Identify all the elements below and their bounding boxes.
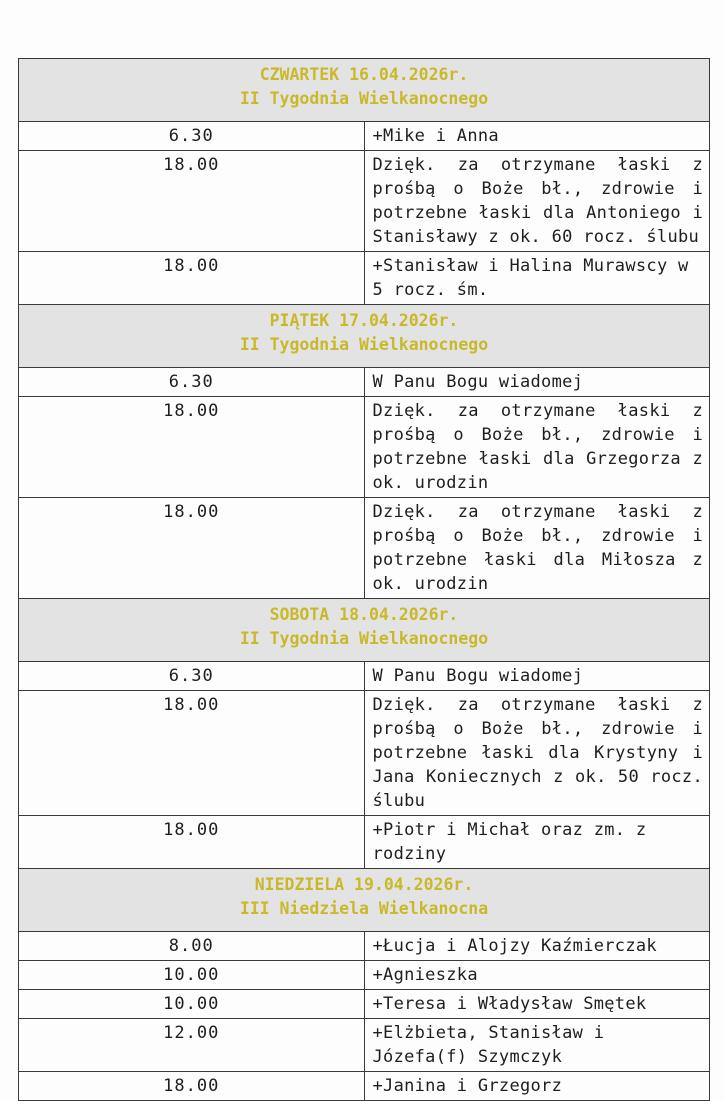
day-title: SOBOTA 18.04.2026r. [269, 605, 459, 624]
day-subtitle: II Tygodnia Wielkanocnego [239, 89, 489, 108]
mass-time: 18.00 [19, 151, 365, 252]
day-title: PIĄTEK 17.04.2026r. [269, 311, 459, 330]
day-header [19, 869, 710, 932]
mass-row [19, 252, 710, 305]
day-subtitle: II Tygodnia Wielkanocnego [239, 335, 489, 354]
mass-row [19, 691, 710, 816]
mass-intention: +Elżbieta, Stanisław i Józefa(f) Szymczyk [364, 1019, 710, 1072]
mass-row [19, 961, 710, 990]
mass-row [19, 816, 710, 869]
mass-time: 6.30 [19, 368, 365, 397]
mass-intention: +Agnieszka [364, 961, 710, 990]
mass-time: 18.00 [19, 252, 365, 305]
day-header-row [19, 599, 710, 662]
mass-row [19, 122, 710, 151]
day-subtitle: II Tygodnia Wielkanocnego [239, 629, 489, 648]
mass-time: 18.00 [19, 816, 365, 869]
mass-time: 6.30 [19, 122, 365, 151]
mass-intention: Dzięk. za otrzymane łaski z prośbą o Boże bł., zdrowie i potrzebne łaski dla Miłosza z ok. urodzin [364, 498, 710, 599]
mass-intention: +Janina i Grzegorz [364, 1072, 710, 1101]
mass-intention: Dzięk. za otrzymane łaski z prośbą o Boże bł., zdrowie i potrzebne łaski dla Krystyny i Jana Koniecznych z ok. 50 rocz. ślubu [364, 691, 710, 816]
mass-intention: +Mike i Anna [364, 122, 710, 151]
mass-time: 10.00 [19, 990, 365, 1019]
mass-intention: +Stanisław i Halina Murawscy w 5 rocz. śm. [364, 252, 710, 305]
day-subtitle: III Niedziela Wielkanocna [239, 899, 489, 918]
day-title: CZWARTEK 16.04.2026r. [259, 65, 469, 84]
mass-time: 12.00 [19, 1019, 365, 1072]
mass-time: 18.00 [19, 397, 365, 498]
day-header-row [19, 305, 710, 368]
mass-time: 8.00 [19, 932, 365, 961]
mass-row [19, 498, 710, 599]
mass-intention: W Panu Bogu wiadomej [364, 368, 710, 397]
mass-intention: +Teresa i Władysław Smętek [364, 990, 710, 1019]
day-header-row [19, 869, 710, 932]
day-header [19, 59, 710, 122]
mass-row [19, 397, 710, 498]
mass-intention: W Panu Bogu wiadomej [364, 662, 710, 691]
mass-time: 18.00 [19, 1072, 365, 1101]
mass-row [19, 932, 710, 961]
mass-intention: Dzięk. za otrzymane łaski z prośbą o Boże bł., zdrowie i potrzebne łaski dla Grzegorza z ok. urodzin [364, 397, 710, 498]
mass-time: 10.00 [19, 961, 365, 990]
mass-row [19, 662, 710, 691]
mass-time: 6.30 [19, 662, 365, 691]
day-header-row [19, 59, 710, 122]
mass-row [19, 1072, 710, 1101]
mass-row [19, 1019, 710, 1072]
day-header [19, 599, 710, 662]
day-header [19, 305, 710, 368]
mass-schedule-sheet [18, 58, 710, 1096]
day-title: NIEDZIELA 19.04.2026r. [254, 875, 474, 894]
mass-intention: +Łucja i Alojzy Kaźmierczak [364, 932, 710, 961]
mass-intention: +Piotr i Michał oraz zm. z rodziny [364, 816, 710, 869]
mass-schedule-table [18, 58, 710, 1101]
mass-row [19, 368, 710, 397]
mass-row [19, 151, 710, 252]
mass-intention: Dzięk. za otrzymane łaski z prośbą o Boże bł., zdrowie i potrzebne łaski dla Antoniego i Stanisławy z ok. 60 rocz. ślubu [364, 151, 710, 252]
mass-time: 18.00 [19, 691, 365, 816]
mass-row [19, 990, 710, 1019]
mass-time: 18.00 [19, 498, 365, 599]
